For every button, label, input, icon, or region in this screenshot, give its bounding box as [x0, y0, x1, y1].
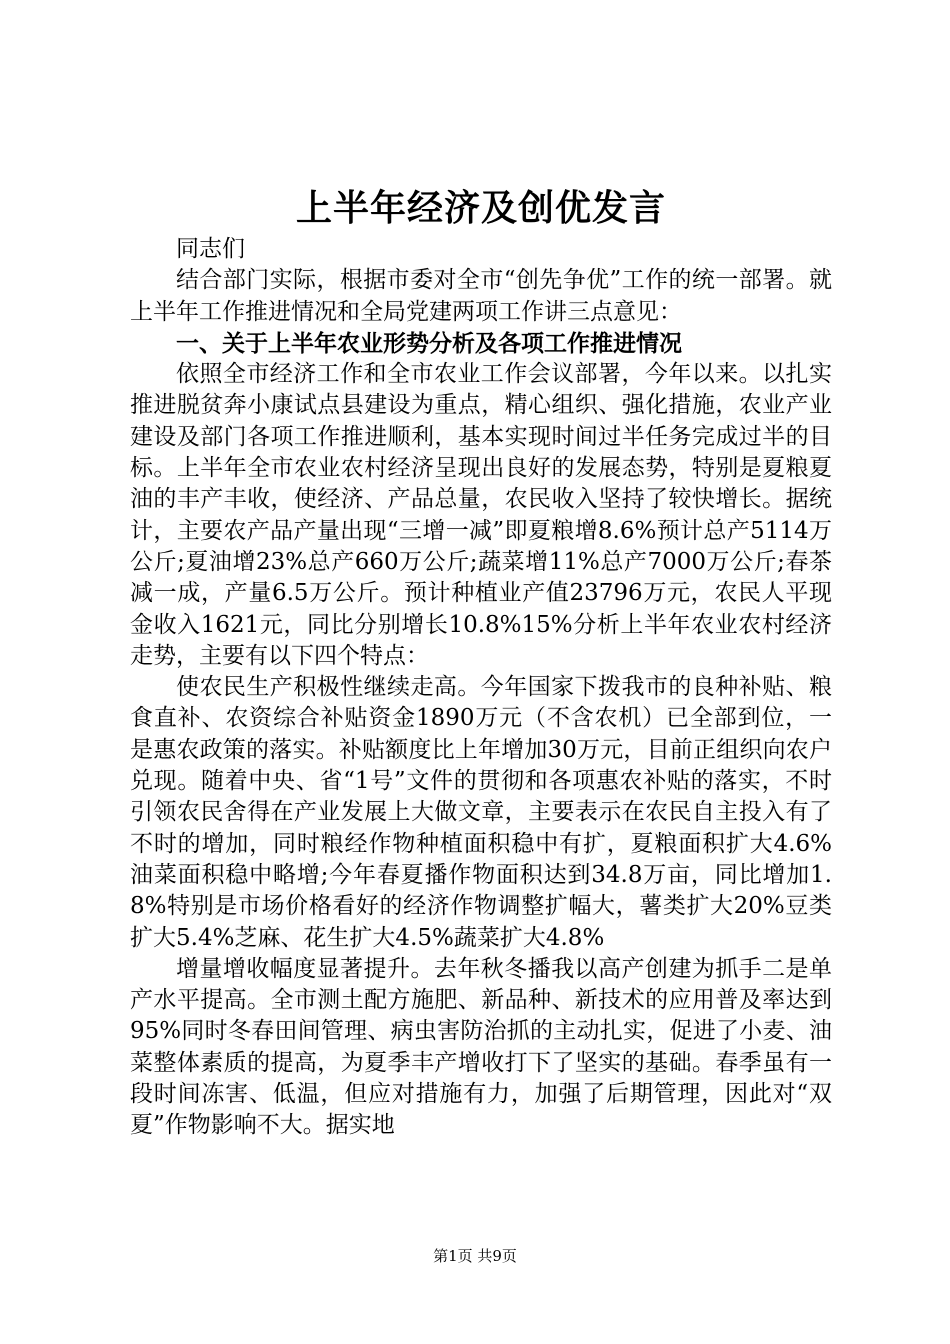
paragraph-intro: 结合部门实际，根据市委对全市“创先争优”工作的统一部署。就上半年工作推进情况和全局党建两项工作讲三点意见：: [130, 267, 832, 325]
document-page: [130, 182, 832, 1142]
section-heading-1: 一、关于上半年农业形势分析及各项工作推进情况: [176, 329, 682, 357]
paragraph-body: 依照全市经济工作和全市农业工作会议部署，今年以来。以扎实推进脱贫奔小康试点县建设为重点，精心组织、强化措施，农业产业建设及部门各项工作推进顺利，基本实现时间过半任务完成过半的目标。上半年全市农业农村经济呈现出良好的发展态势，特别是夏粮夏油的丰产丰收，使经济、产品总量，农民收入坚持了较快增长。据统计，主要农产品产量出现“三增一减”即夏粮增8.6%预计总产5114万公斤;夏油增23%总产660万公斤;蔬菜增11%总产7000万公斤;春茶减一成，产量6.5万公斤。预计种植业产值23796万元，农民人平现金收入1621元，同比分别增长10.8%15%分析上半年农业农村经济走势，主要有以下四个特点：: [130, 361, 832, 669]
paragraph-body: 增量增收幅度显著提升。去年秋冬播我以高产创建为抓手二是单产水平提高。全市测土配方施肥、新品种、新技术的应用普及率达到95%同时冬春田间管理、病虫害防治抓的主动扎实，促进了小麦、油菜整体素质的提高，为夏季丰产增收打下了坚实的基础。春季虽有一段时间冻害、低温，但应对措施有力，加强了后期管理，因此对“双夏”作物影响不大。据实地: [130, 955, 832, 1139]
document-title: 上半年经济及创优发言: [295, 187, 666, 229]
paragraph-body: 使农民生产积极性继续走高。今年国家下拨我市的良种补贴、粮食直补、农资综合补贴资金1890万元（不含农机）已全部到位，一是惠农政策的落实。补贴额度比上年增加30万元，目前正组织向农户兑现。随着中央、省“1号”文件的贯彻和各项惠农补贴的落实，不时引领农民舍得在产业发展上大做文章，主要表示在农民自主投入有了不时的增加，同时粮经作物种植面积稳中有扩，夏粮面积扩大4.6%油菜面积稳中略增;今年春夏播作物面积达到34.8万亩，同比增加1.8%特别是市场价格看好的经济作物调整扩幅大，薯类扩大20%豆类扩大5.4%芝麻、花生扩大4.5%蔬菜扩大4.8%: [130, 674, 832, 951]
paragraph-salutation: 同志们: [176, 236, 245, 262]
page-number-footer: 第1页 共9页: [433, 1247, 517, 1265]
